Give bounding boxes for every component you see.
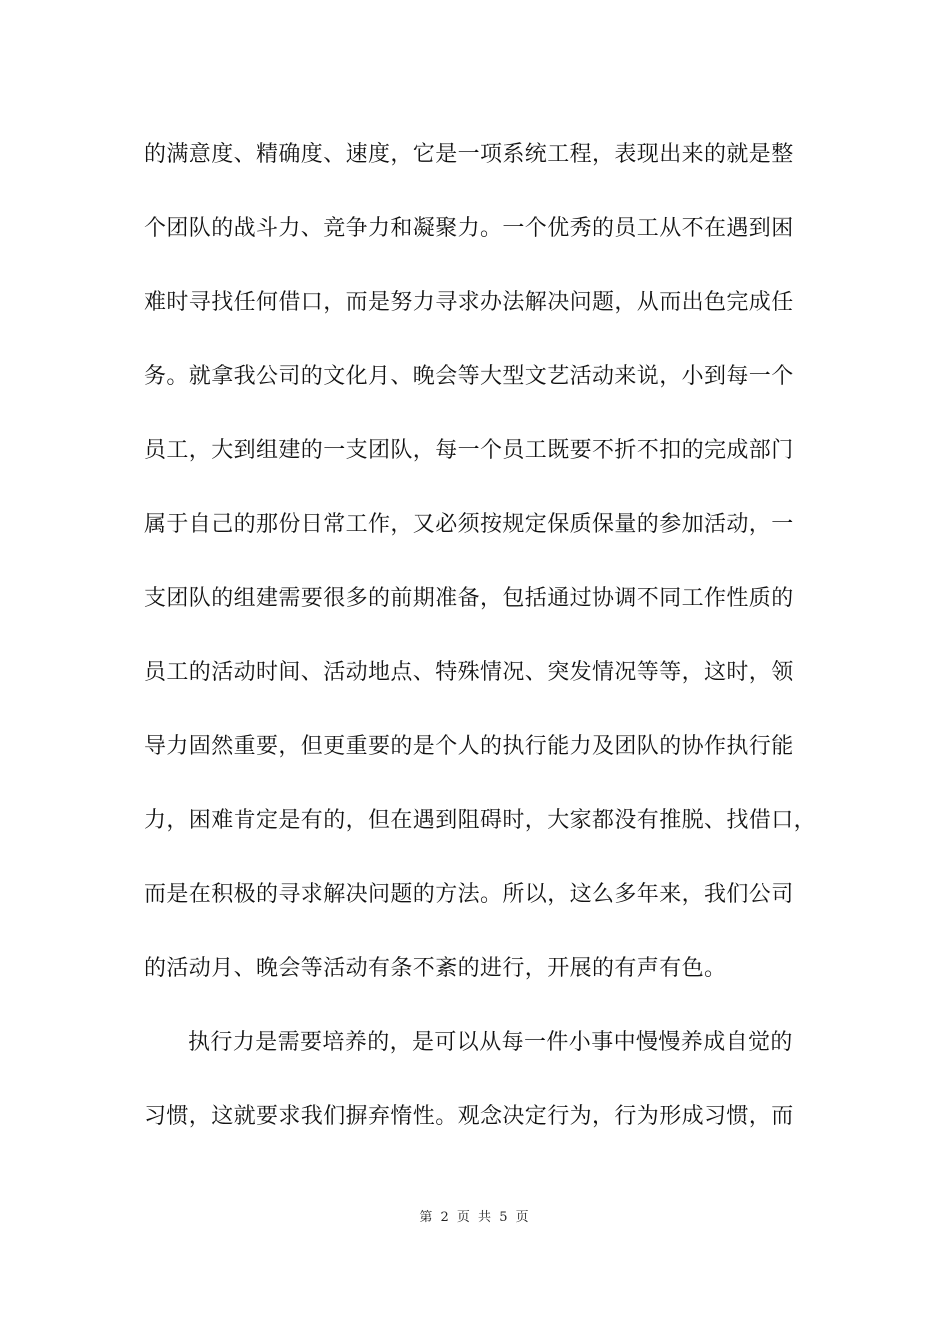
text-line: 属于自己的那份日常工作，又必须按规定保质保量的参加活动，一 <box>144 512 794 537</box>
text-line: 习惯，这就要求我们摒弃惰性。观念决定行为，行为形成习惯，而 <box>144 1104 794 1129</box>
body-text <box>144 133 834 1169</box>
text-line: 个团队的战斗力、竞争力和凝聚力。一个优秀的员工从不在遇到困 <box>144 216 794 241</box>
page-number-footer: 第 2 页 共 5 页 <box>419 1210 531 1225</box>
text-line: 员工的活动时间、活动地点、特殊情况、突发情况等等，这时，领 <box>144 660 794 685</box>
text-line: 的活动月、晚会等活动有条不紊的进行，开展的有声有色。 <box>144 956 727 981</box>
text-line: 导力固然重要，但更重要的是个人的执行能力及团队的协作执行能 <box>144 734 794 759</box>
text-line: 支团队的组建需要很多的前期准备，包括通过协调不同工作性质的 <box>144 586 794 611</box>
text-line: 力，困难肯定是有的，但在遇到阻碍时，大家都没有推脱、找借口， <box>144 808 817 833</box>
text-line: 务。就拿我公司的文化月、晚会等大型文艺活动来说，小到每一个 <box>144 364 794 389</box>
text-line: 难时寻找任何借口，而是努力寻求办法解决问题，从而出色完成任 <box>144 290 794 315</box>
text-line: 的满意度、精确度、速度，它是一项系统工程，表现出来的就是整 <box>144 142 794 167</box>
text-line: 员工，大到组建的一支团队，每一个员工既要不折不扣的完成部门 <box>144 438 794 463</box>
paragraph-start-line: 执行力是需要培养的，是可以从每一件小事中慢慢养成自觉的 <box>188 1030 793 1055</box>
text-line: 而是在积极的寻求解决问题的方法。所以，这么多年来，我们公司 <box>144 882 794 907</box>
